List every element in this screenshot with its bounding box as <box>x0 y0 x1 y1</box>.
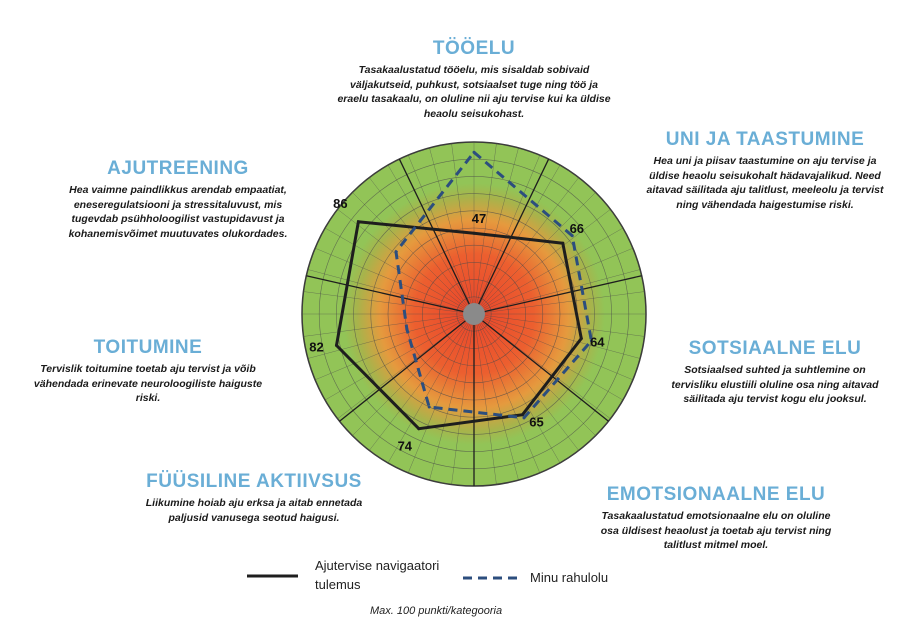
category-description: Tervislik toitumine toetab aju tervist ja võib vähendada erinevate neuroloogiliste haiguste riski. <box>33 363 263 404</box>
category-title: AJUTREENING <box>107 158 249 179</box>
radar-center <box>463 303 485 325</box>
legend-dashed-label: Minu rahulolu <box>530 570 609 585</box>
category-toitumine <box>28 337 268 406</box>
legend-solid-label-line1: Ajutervise navigaatori <box>315 558 440 573</box>
series-point <box>335 344 338 347</box>
legend-dashed <box>530 570 608 585</box>
category-title: FÜÜSILINE AKTIIVSUS <box>146 471 362 492</box>
value-label: 47 <box>471 211 487 227</box>
series-point <box>405 328 408 331</box>
legend-solid-label-line2: tulemus <box>315 577 361 592</box>
category-title: SOTSIAALNE ELU <box>688 338 862 359</box>
category-tooelu <box>334 38 614 121</box>
value-label: 64 <box>590 334 605 350</box>
category-emotsionaalne-elu <box>595 484 837 553</box>
category-ajutreening <box>50 158 306 241</box>
legend-solid <box>315 556 439 594</box>
category-description: Liikumine hoiab aju erksa ja aitab ennetada paljusid vanusega seotud haigusi. <box>145 497 363 524</box>
series-point <box>357 220 360 223</box>
series-point <box>473 232 476 235</box>
category-description: Tasakaalustatud tööelu, mis sisaldab sobivaid väljakutseid, puhkust, sotsiaalset tuge ning töö ja eraelu tasakaalu, on oluline nii aju tervise kui ka üldise heaolu seisukohast. <box>337 64 611 120</box>
series-point <box>580 337 583 340</box>
category-title: UNI JA TAASTUMINE <box>665 129 865 150</box>
category-description: Hea vaimne paindlikkus arendab empaatiat, eneseregulatsiooni ja stressitaluvust, mis tugevdab psühholoogilist vastupidavust ja kohanemisvõimet muutuvates olukordades. <box>68 184 288 240</box>
series-point <box>473 151 476 154</box>
category-title: TÖÖELU <box>432 38 516 59</box>
series-point <box>561 242 564 245</box>
category-uni-ja-taastumine <box>640 129 890 212</box>
value-label: 65 <box>529 414 544 430</box>
value-label: 86 <box>333 195 348 211</box>
value-label: 66 <box>569 221 585 237</box>
value-label: 74 <box>397 438 413 454</box>
series-point <box>417 427 420 430</box>
category-sotsiaalne-elu <box>660 338 890 407</box>
category-description: Hea uni ja piisav taastumine on aju tervise ja üldise heaolu seisukohalt hädavajalikud. Need aitavad säilitada aju talitlust, meeleolu ja tervist ning vähendada haigestumise riski. <box>646 155 884 211</box>
series-point <box>523 416 526 419</box>
category-title: TOITUMINE <box>93 337 203 358</box>
series-point <box>521 413 524 416</box>
category-fuusiline-aktiivsus <box>136 471 372 525</box>
category-title: EMOTSIONAALNE ELU <box>606 484 826 505</box>
series-point <box>428 406 431 409</box>
category-description: Tasakaalustatud emotsionaalne elu on oluline osa üldisest heaolust ja toetab aju tervist ning talitlust mitmel moel. <box>600 510 832 551</box>
max-points-note: Max. 100 punkti/kategooria <box>370 605 503 617</box>
series-point <box>395 250 398 253</box>
value-label: 82 <box>309 339 324 355</box>
category-description: Sotsiaalsed suhted ja suhtlemine on tervisliku elustiili oluline osa ning aitavad säilitada aju tervist kogu elu jooksul. <box>671 364 879 405</box>
